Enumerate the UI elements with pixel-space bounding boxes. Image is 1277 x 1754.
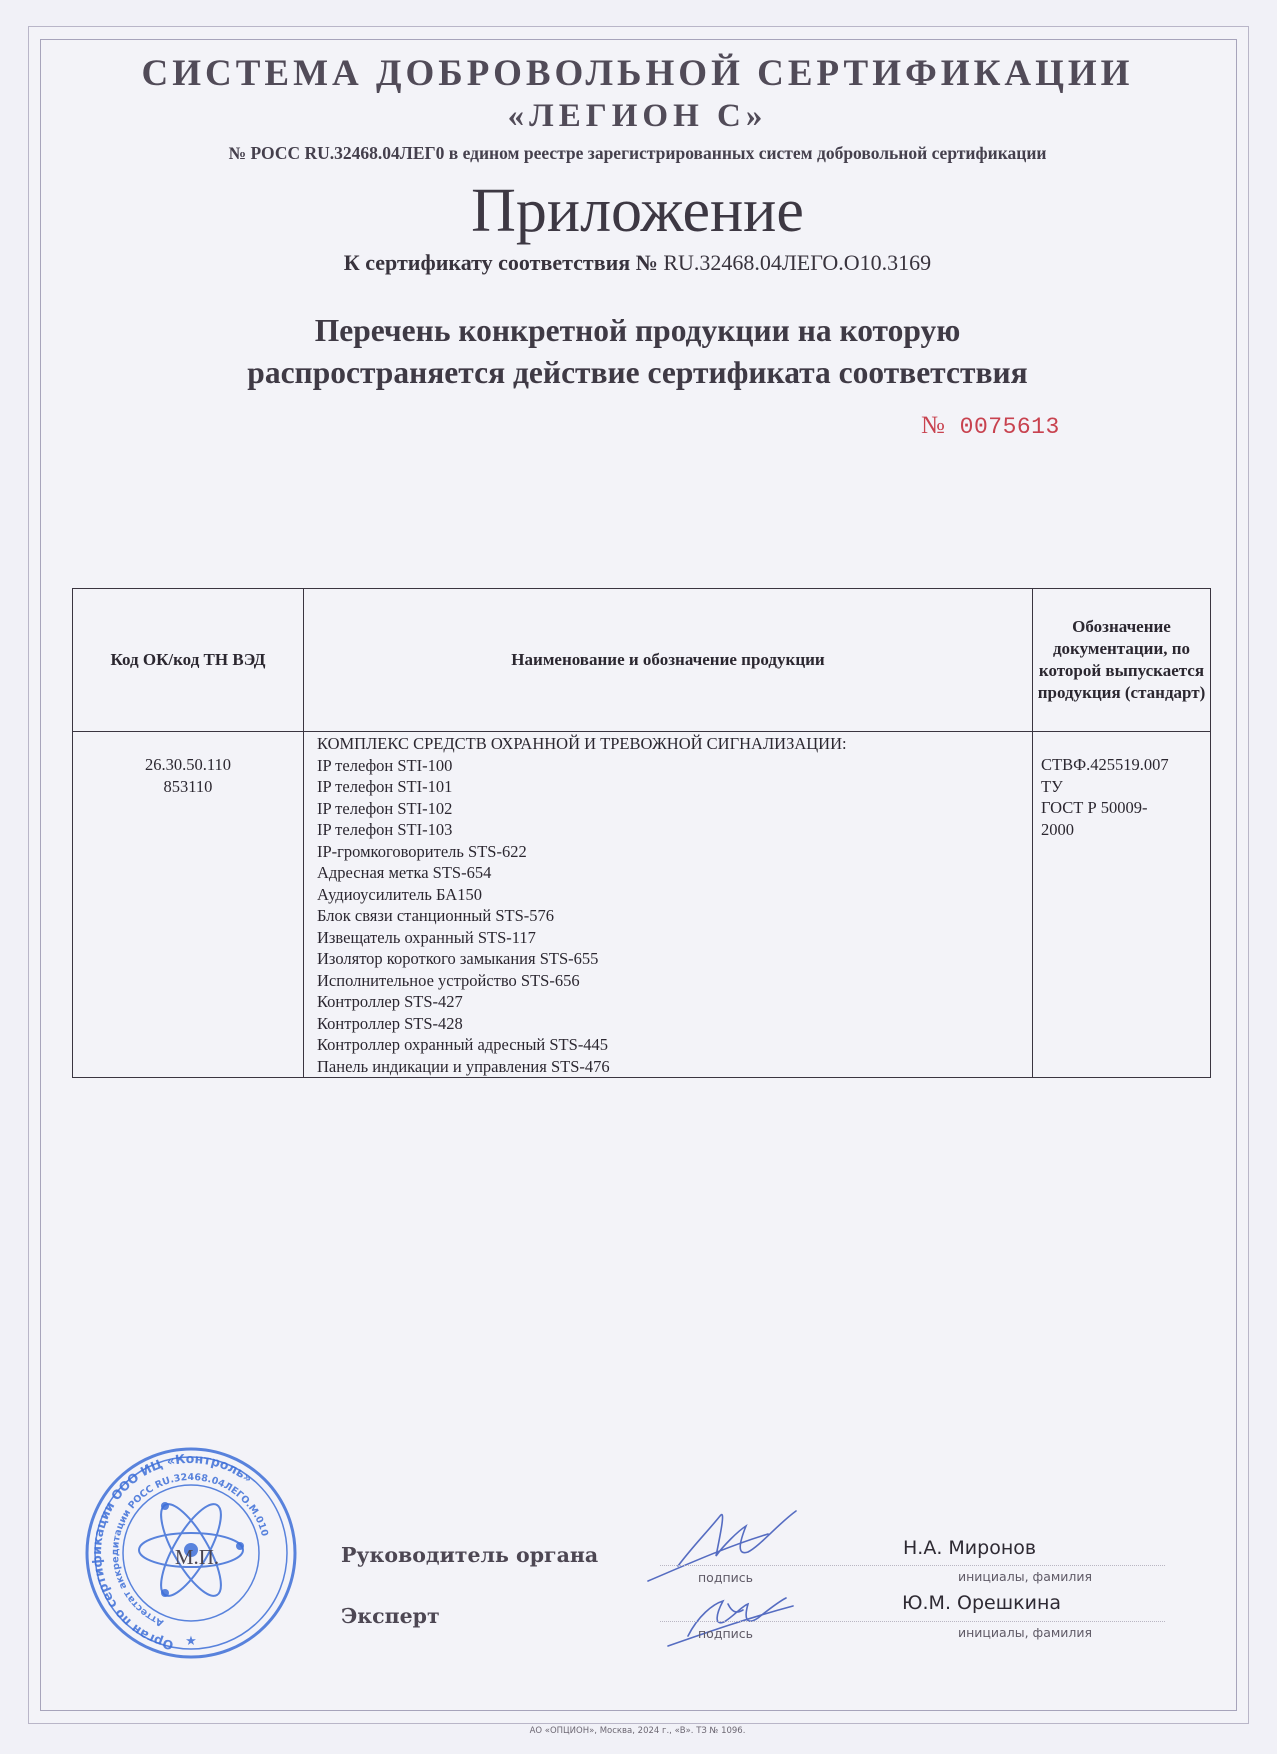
heading-line-2: распространяется действие сертификата соответствия [247, 355, 1028, 390]
signature-line [660, 1621, 1165, 1622]
table-row [73, 732, 1211, 1078]
header-name: Наименование и обозначение продукции [304, 589, 1033, 732]
serial-value: 0075613 [959, 414, 1060, 440]
product-group: КОМПЛЕКС СРЕДСТВ ОХРАННОЙ И ТРЕВОЖНОЙ СИГНАЛИЗАЦИИ: [317, 734, 847, 753]
serial-prefix: № [921, 412, 946, 439]
certificate-label: К сертификату соответствия № [343, 250, 658, 275]
product-item: Аудиоусилитель БА150 [317, 884, 482, 904]
product-item: Блок связи станционный STS-576 [317, 906, 555, 925]
product-table [72, 588, 1211, 1078]
header-code: Код ОК/код ТН ВЭД [73, 589, 304, 732]
document-title: Приложение [471, 177, 804, 245]
product-item: IP телефон STI-103 [317, 820, 453, 839]
product-item: IP телефон STI-102 [317, 798, 453, 818]
expert-name: Ю.М. Орешкина [902, 1592, 1062, 1614]
product-item: Контроллер STS-427 [317, 992, 463, 1011]
doc-line: ГОСТ Р 50009- [1041, 798, 1148, 817]
code-line: 853110 [163, 776, 213, 796]
documentation-cell [1033, 732, 1211, 1078]
printer-imprint: АО «ОПЦИОН», Москва, 2024 г., «В». ТЗ № 1096. [529, 1726, 746, 1736]
product-item: IP-громкоговоритель STS-622 [317, 841, 527, 861]
header-docs: Обозначение документации, по которой выпускается продукция (стандарт) [1033, 589, 1211, 732]
initials-caption: инициалы, фамилия [958, 1625, 1093, 1640]
svg-text:Орган по сертификации ООО ИЦ «: Орган по сертификации ООО ИЦ «Контроль» [88, 1450, 256, 1654]
svg-text:★: ★ [185, 1633, 197, 1648]
signature-caption: подпись [698, 1626, 753, 1641]
product-item: Контроллер STS-428 [317, 1013, 463, 1033]
table-header-row [73, 589, 1211, 732]
product-item: Изолятор короткого замыкания STS-655 [317, 949, 599, 968]
role-expert: Эксперт [341, 1604, 440, 1628]
system-title: СИСТЕМА ДОБРОВОЛЬНОЙ СЕРТИФИКАЦИИ [141, 53, 1134, 94]
registry-line: № РОСС RU.32468.04ЛЕГ0 в едином реестре зарегистрированных систем добровольной сертификации [228, 143, 1047, 163]
serial-number [921, 412, 1060, 440]
doc-line: ТУ [1041, 776, 1063, 796]
seal-mark: М.П. [174, 1545, 220, 1569]
code-cell [73, 732, 304, 1078]
doc-line: 2000 [1041, 819, 1074, 839]
code-line: 26.30.50.110 [144, 755, 231, 774]
signature-caption: подпись [698, 1570, 753, 1585]
initials-caption: инициалы, фамилия [958, 1569, 1093, 1584]
product-item: Контроллер охранный адресный STS-445 [317, 1035, 609, 1054]
head-name: Н.А. Миронов [903, 1537, 1037, 1559]
product-item: Исполнительное устройство STS-656 [317, 970, 580, 990]
products-cell [304, 732, 1033, 1078]
list-heading [40, 310, 1235, 394]
product-item: Панель индикации и управления STS-476 [317, 1056, 610, 1076]
role-head-of-body: Руководитель органа [341, 1543, 599, 1567]
product-item: Извещатель охранный STS-117 [317, 927, 536, 947]
product-item: IP телефон STI-100 [317, 755, 453, 775]
signature-line [660, 1565, 1165, 1566]
certificate-number: RU.32468.04ЛЕГО.О10.3169 [663, 250, 932, 275]
doc-line: СТВФ.425519.007 [1041, 755, 1169, 774]
system-name: «ЛЕГИОН С» [507, 98, 768, 134]
svg-text:Аттестат аккредитации РОСС RU.: Аттестат аккредитации РОСС RU.32468.04ЛЕГО.М.010 [110, 1471, 271, 1629]
product-item: Адресная метка STS-654 [317, 863, 492, 882]
product-item: IP телефон STI-101 [317, 777, 453, 796]
certification-seal-icon [83, 1440, 300, 1666]
heading-line-1: Перечень конкретной продукции на которую [314, 313, 961, 348]
certificate-reference [40, 250, 1235, 276]
